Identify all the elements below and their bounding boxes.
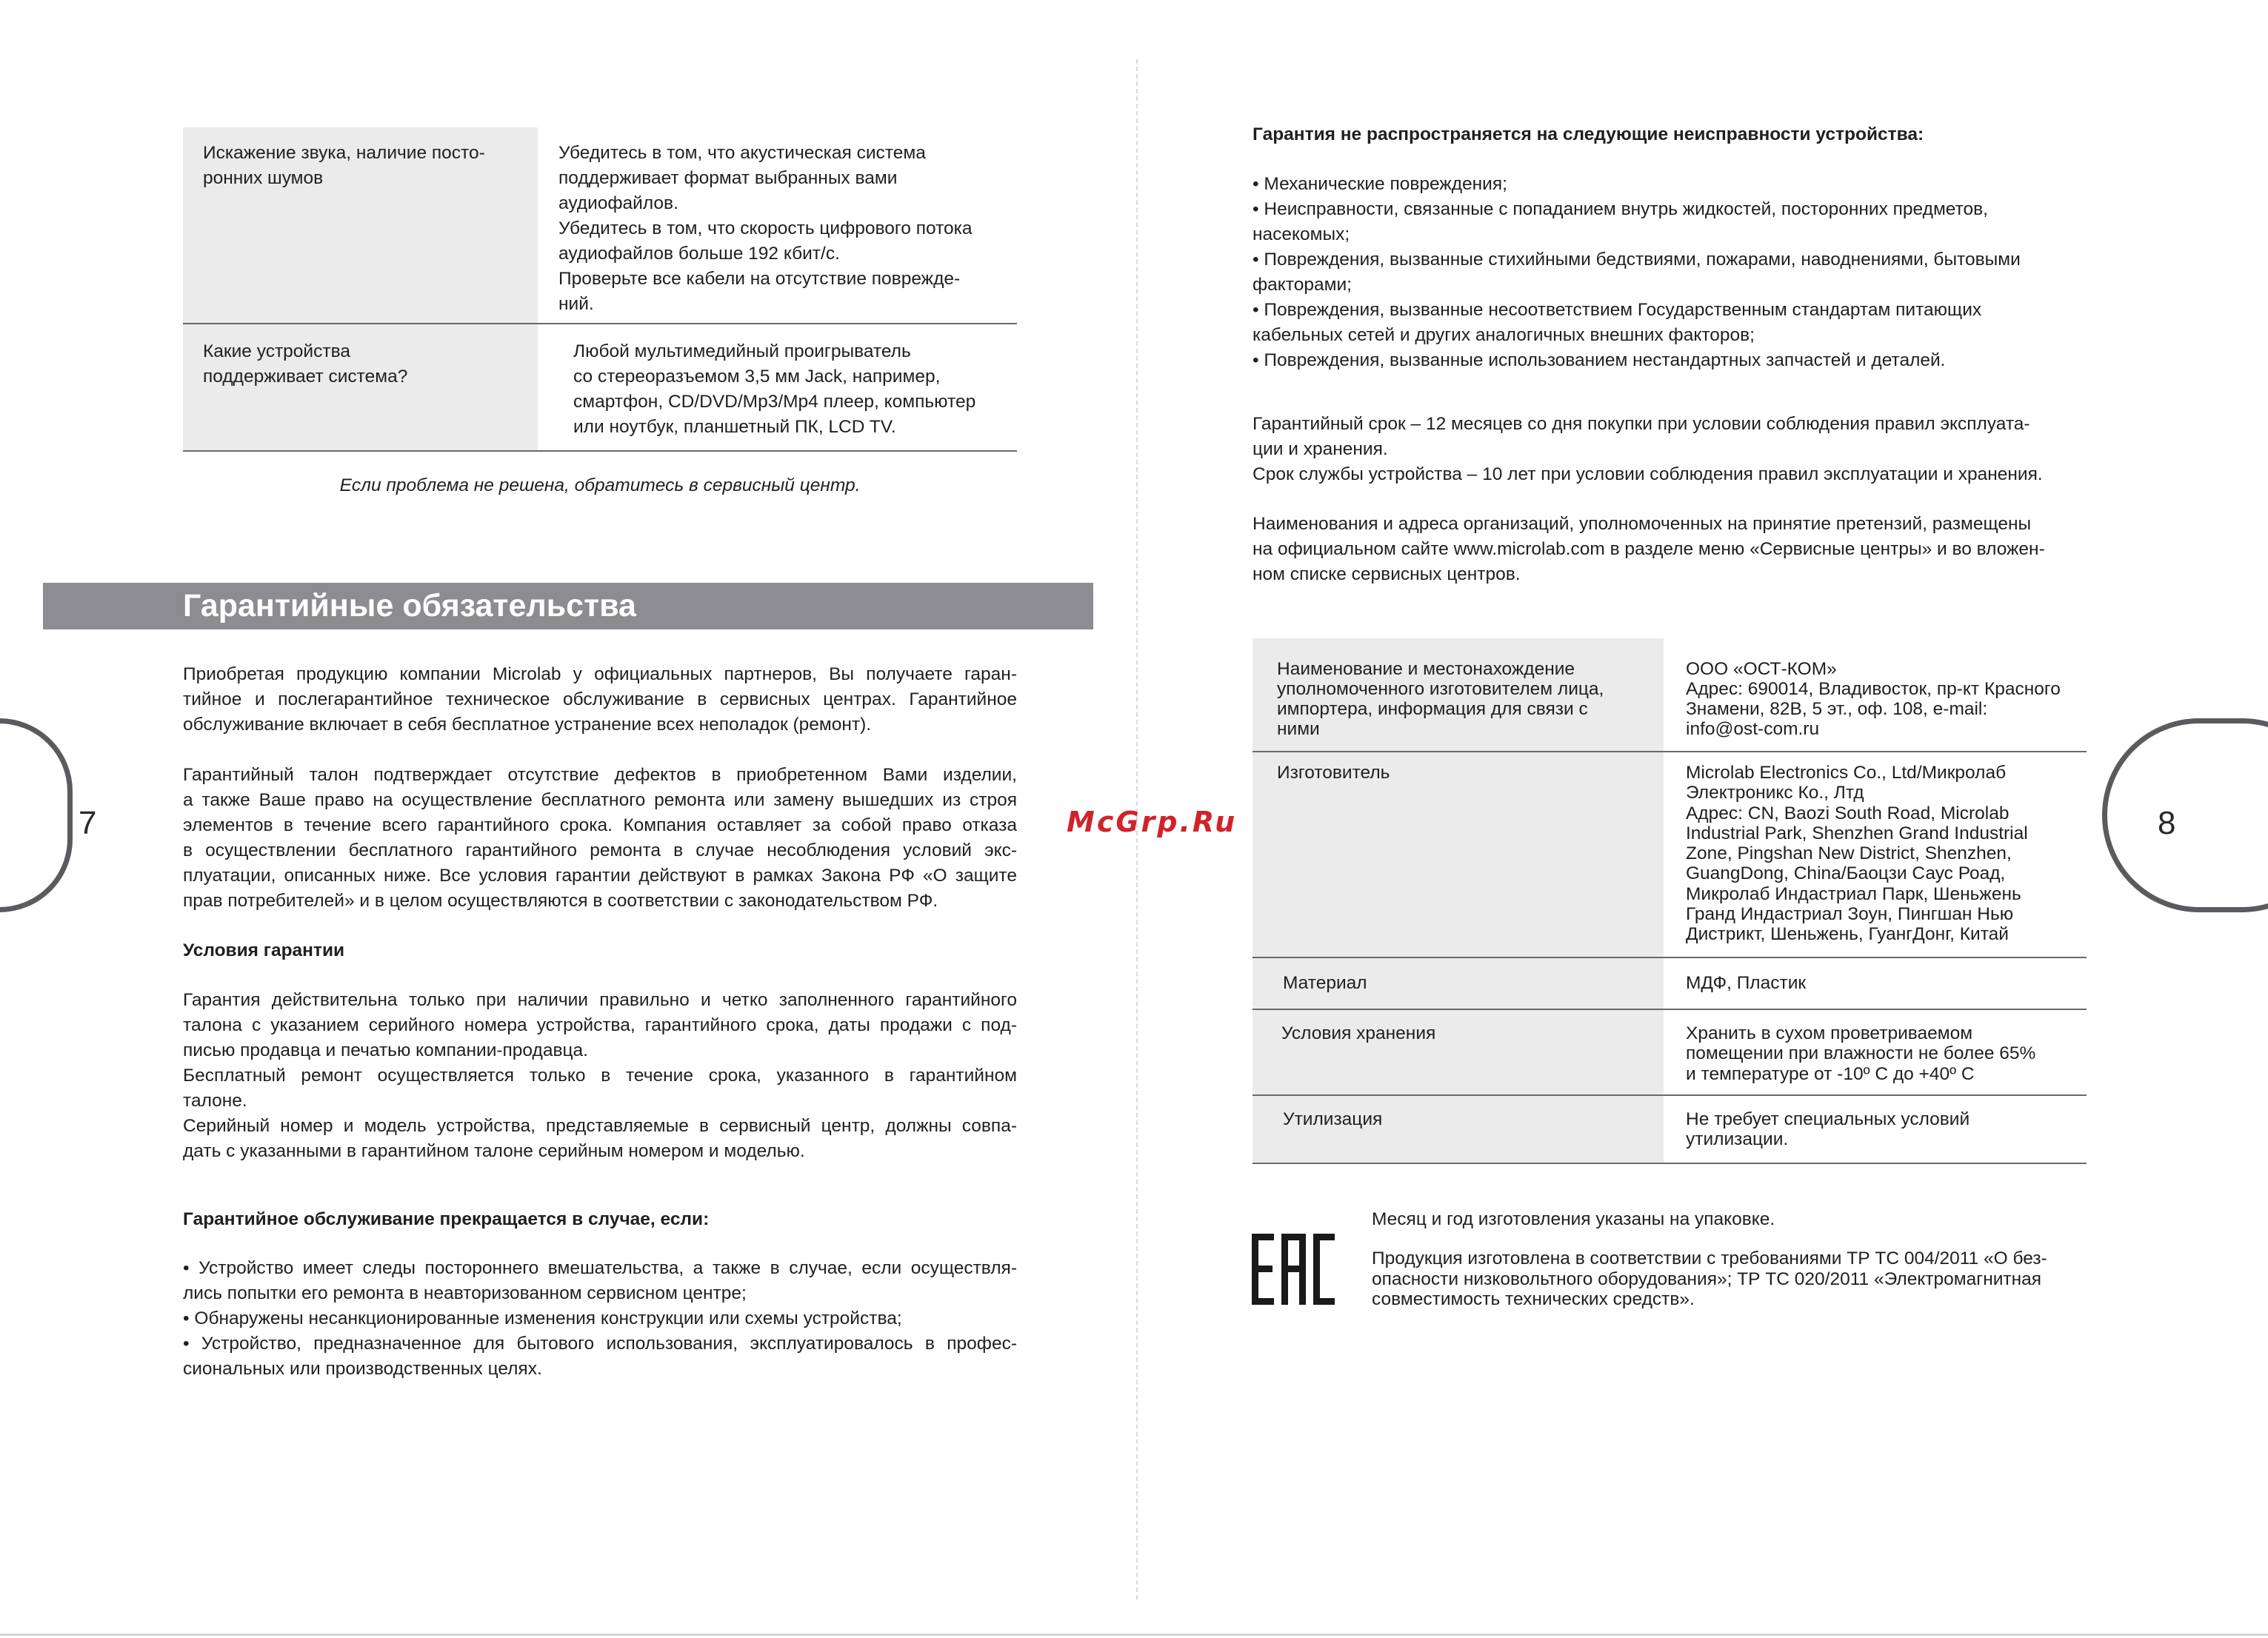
page-number-tab-left — [0, 718, 73, 912]
info-row-1-divider — [1253, 751, 2087, 752]
warranty-coupon-paragraph: Гарантийный талон подтверждает отсутствие дефектов в приобретенном Вами изделии, а также Ваше право на осуществление бесплатного ремонта или замену вышедших из строя элементов в течение всего гарантийного срока. Компания оставляет за собой право отказа в осуществлении бесплатного гарантийного ремонта в случае несоблюдения условий экс- плуатации, описанных ниже. Все условия гарантии действуют в рамках Закона РФ «О защите прав потребителей» и в целом осуществляются в соответствии с законодательством РФ. — [183, 765, 1017, 911]
warranty-section-title: Гарантийные обязательства — [183, 588, 636, 624]
eac-mark-svg — [1252, 1234, 1335, 1305]
info-row-1-value: ООО «ОСТ-КОМ» Адрес: 690014, Владивосток, пр-кт Красного Знамени, 82В, 5 эт., оф. 108, e-mail: info@ost-com.ru — [1686, 659, 2061, 739]
info-row-2-value: Microlab Electronics Co., Ltd/Микролаб Электроникс Ко., Лтд Адрес: CN, Baozi South Road, Microlab Industrial Park, Shenzhen Grand Industrial Zone, Pingshan New District, Shenzhen, GuangDong, China/Баоцзи Саус Роад, Микролаб Индастриал Парк, Шеньжень Гранд Индастриал Зоун, Пингшан Нью Дистрикт, Шеньжень, ГуангДонг, Китай — [1686, 763, 2028, 945]
page-number-tab-right — [2102, 718, 2268, 912]
page-number-right: 8 — [2158, 805, 2176, 841]
trouble-row-1-answer: Убедитесь в том, что акустическая система поддерживает формат выбранных вами аудиофайлов. Убедитесь в том, что скорость цифрового потока аудиофайлов больше 192 кбит/с. Проверьте все кабели на отсутствие поврежде- ний. — [558, 143, 973, 314]
exclusions-heading: Гарантия не распространяется на следующие неисправности устройства: — [1253, 124, 1924, 144]
warranty-conditions-paragraph: Гарантия действительна только при наличии правильно и четко заполненного гарантийного талона с указанием серийного номера устройства, гарантийного срока, даты продажи с под- писью продавца и печатью компании-продавца. Бесплатный ремонт осуществляется только в течение срока, указанного в гарантийном талоне. Серийный номер и модель устройства, представляемые в сервисный центр, должны совпа- дать с указанными в гарантийном талоне серийным номером и моделью. — [183, 990, 1017, 1161]
info-row-2-divider — [1253, 957, 2087, 958]
trouble-row-2-question: Какие устройства поддерживает система? — [203, 341, 408, 387]
info-row-3-value: МДФ, Пластик — [1686, 973, 1807, 993]
info-row-1-label: Наименование и местонахождение уполномоченного изготовителем лица, импортера, информация для связи с ними — [1277, 659, 1604, 739]
manufacture-date-note: Месяц и год изготовления указаны на упаковке. — [1372, 1209, 1775, 1229]
trouble-row-2-answer: Любой мультимедийный проигрыватель со стереоразъемом 3,5 мм Jack, например, смартфон, CD/DVD/Mp3/Mp4 плеер, компьютер или ноутбук, планшетный ПК, LCD TV. — [573, 341, 976, 437]
info-row-5-label: Утилизация — [1283, 1109, 1383, 1129]
bottom-edge-line — [0, 1634, 2268, 1636]
trouble-row-2-divider — [183, 450, 1017, 452]
warranty-conditions-heading: Условия гарантии — [183, 940, 345, 960]
info-row-3-divider — [1253, 1009, 2087, 1010]
watermark-logo: McGrp.Ru — [1067, 806, 1238, 838]
info-row-3-label: Материал — [1283, 973, 1367, 993]
authorized-orgs-paragraph: Наименования и адреса организаций, уполномоченных на принятие претензий, размещены на официальном сайте www.microlab.com в разделе меню «Сервисные центры» и во вложен- ном списке сервисных центров. — [1253, 514, 2045, 584]
info-row-4-divider — [1253, 1094, 2087, 1096]
warranty-termination-list: • Устройство имеет следы постороннего вмешательства, а также в случае, если осуществля- лись попытки его ремонта в неавторизованном сервисном центре; • Обнаружены несанкционированные изменения конструкции или схемы устройства; • Устройство, предназначенное для бытового использования, эксплуатировалось в профес- сиональных или производственных целях. — [183, 1258, 1017, 1379]
page-number-left: 7 — [79, 805, 97, 841]
warranty-intro-paragraph: Приобретая продукцию компании Microlab у официальных партнеров, Вы получаете гаран- тийное и послегарантийное техническое обслуживание в сервисных центрах. Гарантийное обслуживание включает в себя бесплатное устранение всех неполадок (ремонт). — [183, 664, 1017, 735]
compliance-paragraph: Продукция изготовлена в соответствии с требованиями ТР ТС 004/2011 «О без- опасности низковольтного оборудования»; ТР ТС 020/2011 «Электромагнитная совместимость технических средств». — [1372, 1248, 2047, 1309]
trouble-row-1-question: Искажение звука, наличие посто- ронних шумов — [203, 143, 485, 188]
trouble-table-note: Если проблема не решена, обратитесь в сервисный центр. — [339, 475, 861, 495]
warranty-termination-heading: Гарантийное обслуживание прекращается в случае, если: — [183, 1209, 710, 1229]
eac-certification-mark — [1252, 1234, 1335, 1305]
exclusions-list: • Механические повреждения; • Неисправности, связанные с попаданием внутрь жидкостей, посторонних предметов, насекомых; • Повреждения, вызванные стихийными бедствиями, пожарами, наводнениями, бытовыми факторами; • Повреждения, вызванные несоответствием Государственным стандартам питающих кабельных сетей и других аналогичных внешних факторов; • Повреждения, вызванные использованием нестандартных запчастей и деталей. — [1253, 174, 2021, 370]
info-row-5-value: Не требует специальных условий утилизации. — [1686, 1109, 1970, 1150]
info-row-5-divider — [1253, 1163, 2087, 1164]
warranty-term-paragraph: Гарантийный срок – 12 месяцев со дня покупки при условии соблюдения правил эксплуата- ции и хранения. Срок службы устройства – 10 лет при условии соблюдения правил эксплуатации и хранения. — [1253, 414, 2043, 484]
info-row-2-label: Изготовитель — [1277, 763, 1390, 783]
info-row-4-value: Хранить в сухом проветриваемом помещении при влажности не более 65% и температуре от -10º С до +40º С — [1686, 1023, 2036, 1084]
info-row-4-label: Условия хранения — [1281, 1023, 1436, 1043]
